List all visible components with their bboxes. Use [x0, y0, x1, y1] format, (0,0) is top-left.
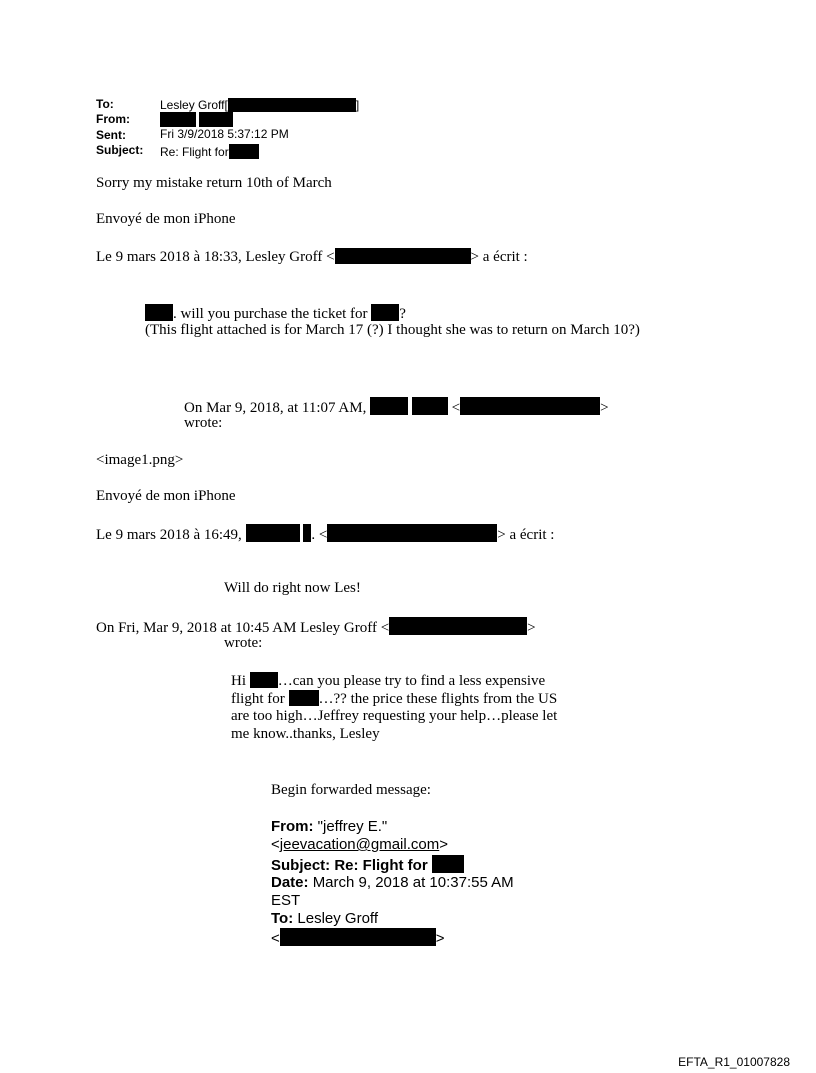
fwd-date: Date: March 9, 2018 at 10:37:55 AM [271, 874, 514, 891]
document-id: EFTA_R1_01007828 [678, 1055, 790, 1069]
redaction [160, 112, 196, 127]
redaction [335, 248, 471, 264]
redaction [246, 524, 300, 542]
redaction [229, 144, 259, 159]
fwd-to: To: Lesley Groff [271, 910, 378, 927]
fwd-subject: Subject: Re: Flight for [271, 855, 464, 874]
redaction [327, 524, 497, 542]
signature: Envoyé de mon iPhone [96, 211, 236, 227]
redaction [371, 304, 399, 321]
forwarded-begin: Begin forwarded message: [271, 782, 431, 798]
redaction [289, 690, 319, 706]
subject-value: Re: Flight for [160, 144, 259, 159]
quoted-message-line2: flight for …?? the price these flights from the US [231, 691, 558, 707]
sent-value: Fri 3/9/2018 5:37:12 PM [160, 127, 289, 141]
redaction [228, 98, 356, 112]
quoted-message-line2: (This flight attached is for March 17 (?) I thought she was to return on March 10?) [145, 322, 640, 338]
attachment-name: <image1.png> [96, 452, 184, 468]
fwd-to-email: < > [271, 930, 445, 947]
wrote-label: wrote: [224, 635, 263, 651]
redaction [199, 112, 233, 127]
redaction [412, 397, 448, 415]
quoted-message: Will do right now Les! [224, 580, 361, 596]
quoted-message-line4: me know..thanks, Lesley [231, 726, 380, 742]
to-label: To: [96, 97, 114, 111]
quote-attribution: On Fri, Mar 9, 2018 at 10:45 AM Lesley Groff < > [96, 617, 536, 637]
quoted-message: . will you purchase the ticket for ? [145, 304, 406, 323]
subject-label: Subject: [96, 143, 144, 157]
quote-attribution: Le 9 mars 2018 à 16:49, . < > a écrit : [96, 524, 554, 544]
fwd-date-tz: EST [271, 892, 301, 909]
quoted-message-line3: are too high…Jeffrey requesting your help…please let [231, 708, 558, 724]
to-value: Lesley Groff[ ] [160, 98, 360, 112]
wrote-label: wrote: [184, 415, 223, 431]
reply-text: Sorry my mistake return 10th of March [96, 175, 332, 191]
redaction [389, 617, 527, 635]
quoted-message: Hi …can you please try to find a less expensive [231, 673, 546, 689]
redaction [370, 397, 408, 415]
redaction [460, 397, 600, 415]
signature: Envoyé de mon iPhone [96, 488, 236, 504]
redaction [432, 855, 464, 873]
email-link[interactable]: jeevacation@gmail.com [279, 836, 440, 853]
fwd-email: <jeevacation@gmail.com> [271, 836, 448, 853]
redaction [145, 304, 173, 321]
from-value [160, 112, 233, 127]
sent-label: Sent: [96, 128, 126, 142]
from-label: From: [96, 112, 130, 126]
fwd-from: From: "jeffrey E." [271, 818, 388, 835]
quote-attribution: On Mar 9, 2018, at 11:07 AM, < > [184, 397, 609, 417]
redaction [280, 928, 436, 946]
quote-attribution: Le 9 mars 2018 à 18:33, Lesley Groff < > a écrit : [96, 249, 528, 265]
redaction [250, 672, 278, 688]
